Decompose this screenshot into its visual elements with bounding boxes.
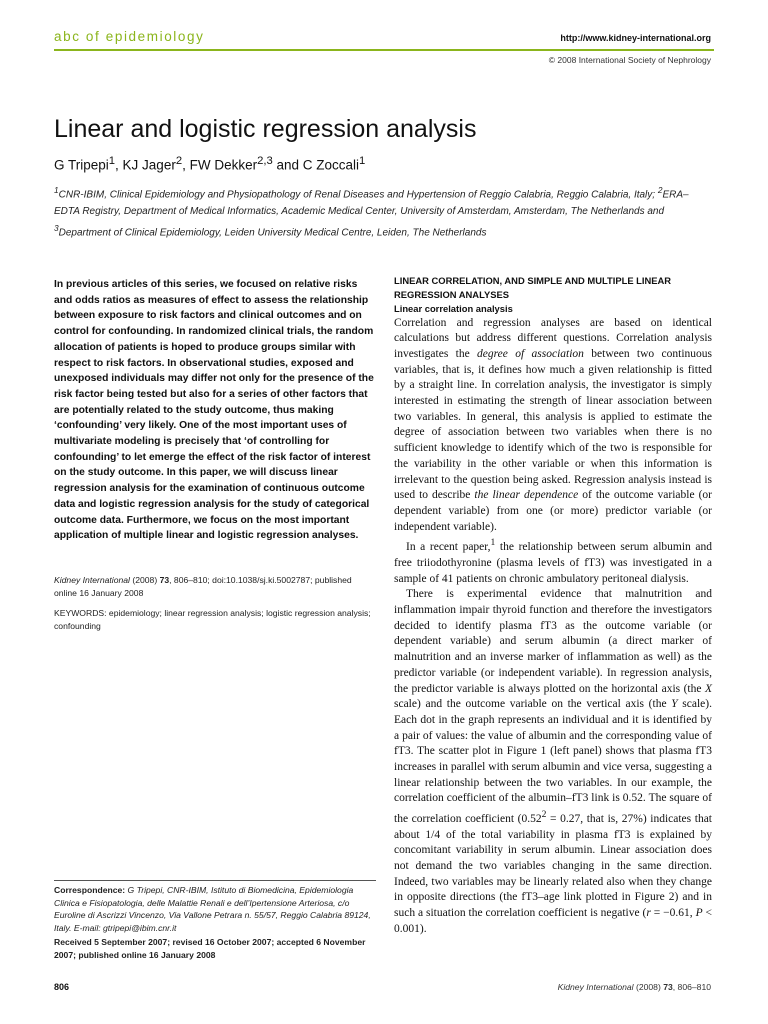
paragraph xyxy=(394,316,712,536)
text-run-italic: r xyxy=(646,907,651,920)
text-run: of the outcome variable (or dependent variable) from one (or more) predictor variable (or independent variable). xyxy=(394,489,712,533)
citation-year: (2008) xyxy=(129,575,160,585)
subsection-heading: Linear correlation analysis xyxy=(394,303,513,314)
text-run-italic: X xyxy=(704,682,712,695)
citation-journal: Kidney International xyxy=(54,575,130,585)
text-run: = 0.27, that is, 27%) indicates that about 1/4 of the total variability in plasma fT3 is explained by concomitant variability in serum albumin. Linear association does not demand the two variables changing in the same direction. Indeed, two variables may be linearly related also when they change in opposite directions (the fT3–age link plotted in Figure 2) and in such a situation the correlation coefficient is negative ( xyxy=(394,812,712,920)
affil-mark: 3 xyxy=(54,223,59,234)
author-name: and C Zoccali xyxy=(272,157,360,173)
text-run-italic: Y xyxy=(671,698,678,711)
article-title: Linear and logistic regression analysis xyxy=(54,115,477,143)
header-rule xyxy=(54,49,714,51)
text-run: the relationship between serum albumin and free triiodothyronine (plasma levels of fT3) was investigated in a sample of 41 patients on chronic ambulatory peritoneal dialysis. xyxy=(394,541,712,585)
text-run-italic: P xyxy=(695,907,703,920)
section-label: abc of epidemiology xyxy=(54,29,205,44)
author-affil-mark: 1 xyxy=(108,155,116,167)
text-run-italic: degree of association xyxy=(477,347,584,360)
author-affil-mark: 1 xyxy=(359,155,366,167)
body-column xyxy=(394,274,712,938)
paragraph xyxy=(394,535,712,587)
author-list xyxy=(54,155,365,173)
text-run: < 0.001). xyxy=(394,907,712,935)
affil-mark: 1 xyxy=(54,185,59,195)
correspondence-text: G Tripepi, CNR-IBIM, Istituto di Biomedicina, Epidemiologia Clinica e Fisiopatologia, delle Malattie Renali e dell’Ipertensione Arteriosa, c/o Euroline di Ascrizzi Vincenzo, Via Vallone Petrara n. 55/57, Reggio Calabria 89124, Italy. E-mail: gtripepi@ibim.cnr.it xyxy=(54,885,371,933)
text-run: = −0.61, xyxy=(650,907,696,920)
reference-mark[interactable]: 1 xyxy=(490,537,496,549)
footer-volume: 73 xyxy=(663,982,673,992)
author-affil-mark: 2,3 xyxy=(257,155,273,167)
author-name: G Tripepi xyxy=(54,157,109,173)
page-number: 806 xyxy=(54,982,70,992)
superscript: 2 xyxy=(541,809,547,821)
text-run: between two continuous variables, that is, it defines how much a given relationship is fitted by a straight line. In correlation analysis, the investigator is simply interested in estimating the strength of linear association between two variables. In general, this analysis is applied to estimate the degree of association between two variables when there is no sufficient knowledge to identify which of the two is responsible for the variability in the other variable or when this information is irrelevant to the question being asked. Regression analysis instead is used to describe xyxy=(394,347,712,502)
received-dates: Received 5 September 2007; revised 16 October 2007; accepted 6 November 2007; published online 16 January 2008 xyxy=(54,937,366,960)
affiliations xyxy=(54,182,704,242)
keywords: KEYWORDS: epidemiology; linear regression analysis; logistic regression analysis; confounding xyxy=(54,608,371,631)
citation-volume: 73 xyxy=(159,575,170,585)
author-name: , FW Dekker xyxy=(182,157,258,173)
journal-url[interactable]: http://www.kidney-international.org xyxy=(560,33,711,43)
author-name: , KJ Jager xyxy=(115,157,176,173)
citation-doi: , 806–810; doi:10.1038/sj.ki.5002787; published online 16 January 2008 xyxy=(54,575,352,598)
text-run: Correlation and regression analyses are based on identical calculations but address different questions. Correlation analysis investigates the xyxy=(394,316,712,360)
footer-pages: , 806–810 xyxy=(672,982,711,992)
author-affil-mark: 2 xyxy=(175,155,183,167)
footer-journal: Kidney International xyxy=(557,982,634,992)
abstract: In previous articles of this series, we focused on relative risks and odds ratios as measures of effect to assess the relationship between exposure to risk factors and clinical outcomes and on control for confounding. In randomized clinical trials, the random allocation of patients is hoped to produce groups similar with respect to risk factors. In observational studies, exposed and unexposed individuals may differ not only for the presence of the risk factor being tested but also for a series of other factors that are potentially related to the study outcome, thus making ‘confounding’ very likely. One of the most important uses of multivariate modeling is precisely that ‘of controlling for confounding’ to let emerge the effect of the risk factor of interest on the study outcome. In this paper, we will discuss linear regression analysis for the examination of continuous outcome data and logistic regression analysis for the study of categorical outcome data. Furthermore, we focus on the most important application of multiple linear and logistic regression analyses. xyxy=(54,279,374,542)
text-run: In a recent paper, xyxy=(406,541,491,554)
text-run-italic: the linear dependence xyxy=(474,489,579,502)
text-run: scale) and the outcome variable on the vertical axis (the xyxy=(394,698,672,711)
correspondence-label: Correspondence: xyxy=(54,885,128,895)
copyright-notice: © 2008 International Society of Nephrology xyxy=(548,55,711,65)
section-heading: LINEAR CORRELATION, AND SIMPLE AND MULTIPLE LINEAR REGRESSION ANALYSES xyxy=(394,275,672,300)
body-text xyxy=(394,316,712,938)
text-run: There is experimental evidence that malnutrition and inflammation impair thyroid function and therefore the investigators decided to identify plasma fT3 as the outcome variable (or dependent variable) and serum albumin (a direct marker of malnutrition and an inverse marker of inflammation as well) as the predictor variable (or independent variable). In regression analysis, the predictor variable is always plotted on the horizontal axis (the xyxy=(394,588,712,695)
text-run: scale). Each dot in the graph represents an individual and it is identified by a pair of values: the value of albumin and the corresponding value of fT3. The scatter plot in Figure 1 (left panel) shows that plasma fT3 increases in parallel with serum albumin and vice versa, suggesting a linear relationship between the two variables. In our example, the correlation coefficient of the albumin–fT3 link is 0.52. The square of the correlation coefficient (0.52 xyxy=(394,698,712,825)
paragraph xyxy=(394,587,712,937)
affiliation-text: Department of Clinical Epidemiology, Leiden University Medical Centre, Leiden, The Netherlands xyxy=(58,227,487,239)
affiliation-text: ERA–EDTA Registry, Department of Medical Informatics, Academic Medical Center, University of Amsterdam, Amsterdam, The Netherlands and xyxy=(54,189,689,217)
footer-citation xyxy=(558,982,711,992)
affiliation-text: CNR-IBIM, Clinical Epidemiology and Physiopathology of Renal Diseases and Hypertension of Reggio Calabria, Reggio Calabria, Italy; xyxy=(58,189,658,201)
affil-mark: 2 xyxy=(657,185,663,195)
correspondence xyxy=(54,880,376,934)
footer-year: (2008) xyxy=(633,982,664,992)
citation-line xyxy=(54,574,376,599)
